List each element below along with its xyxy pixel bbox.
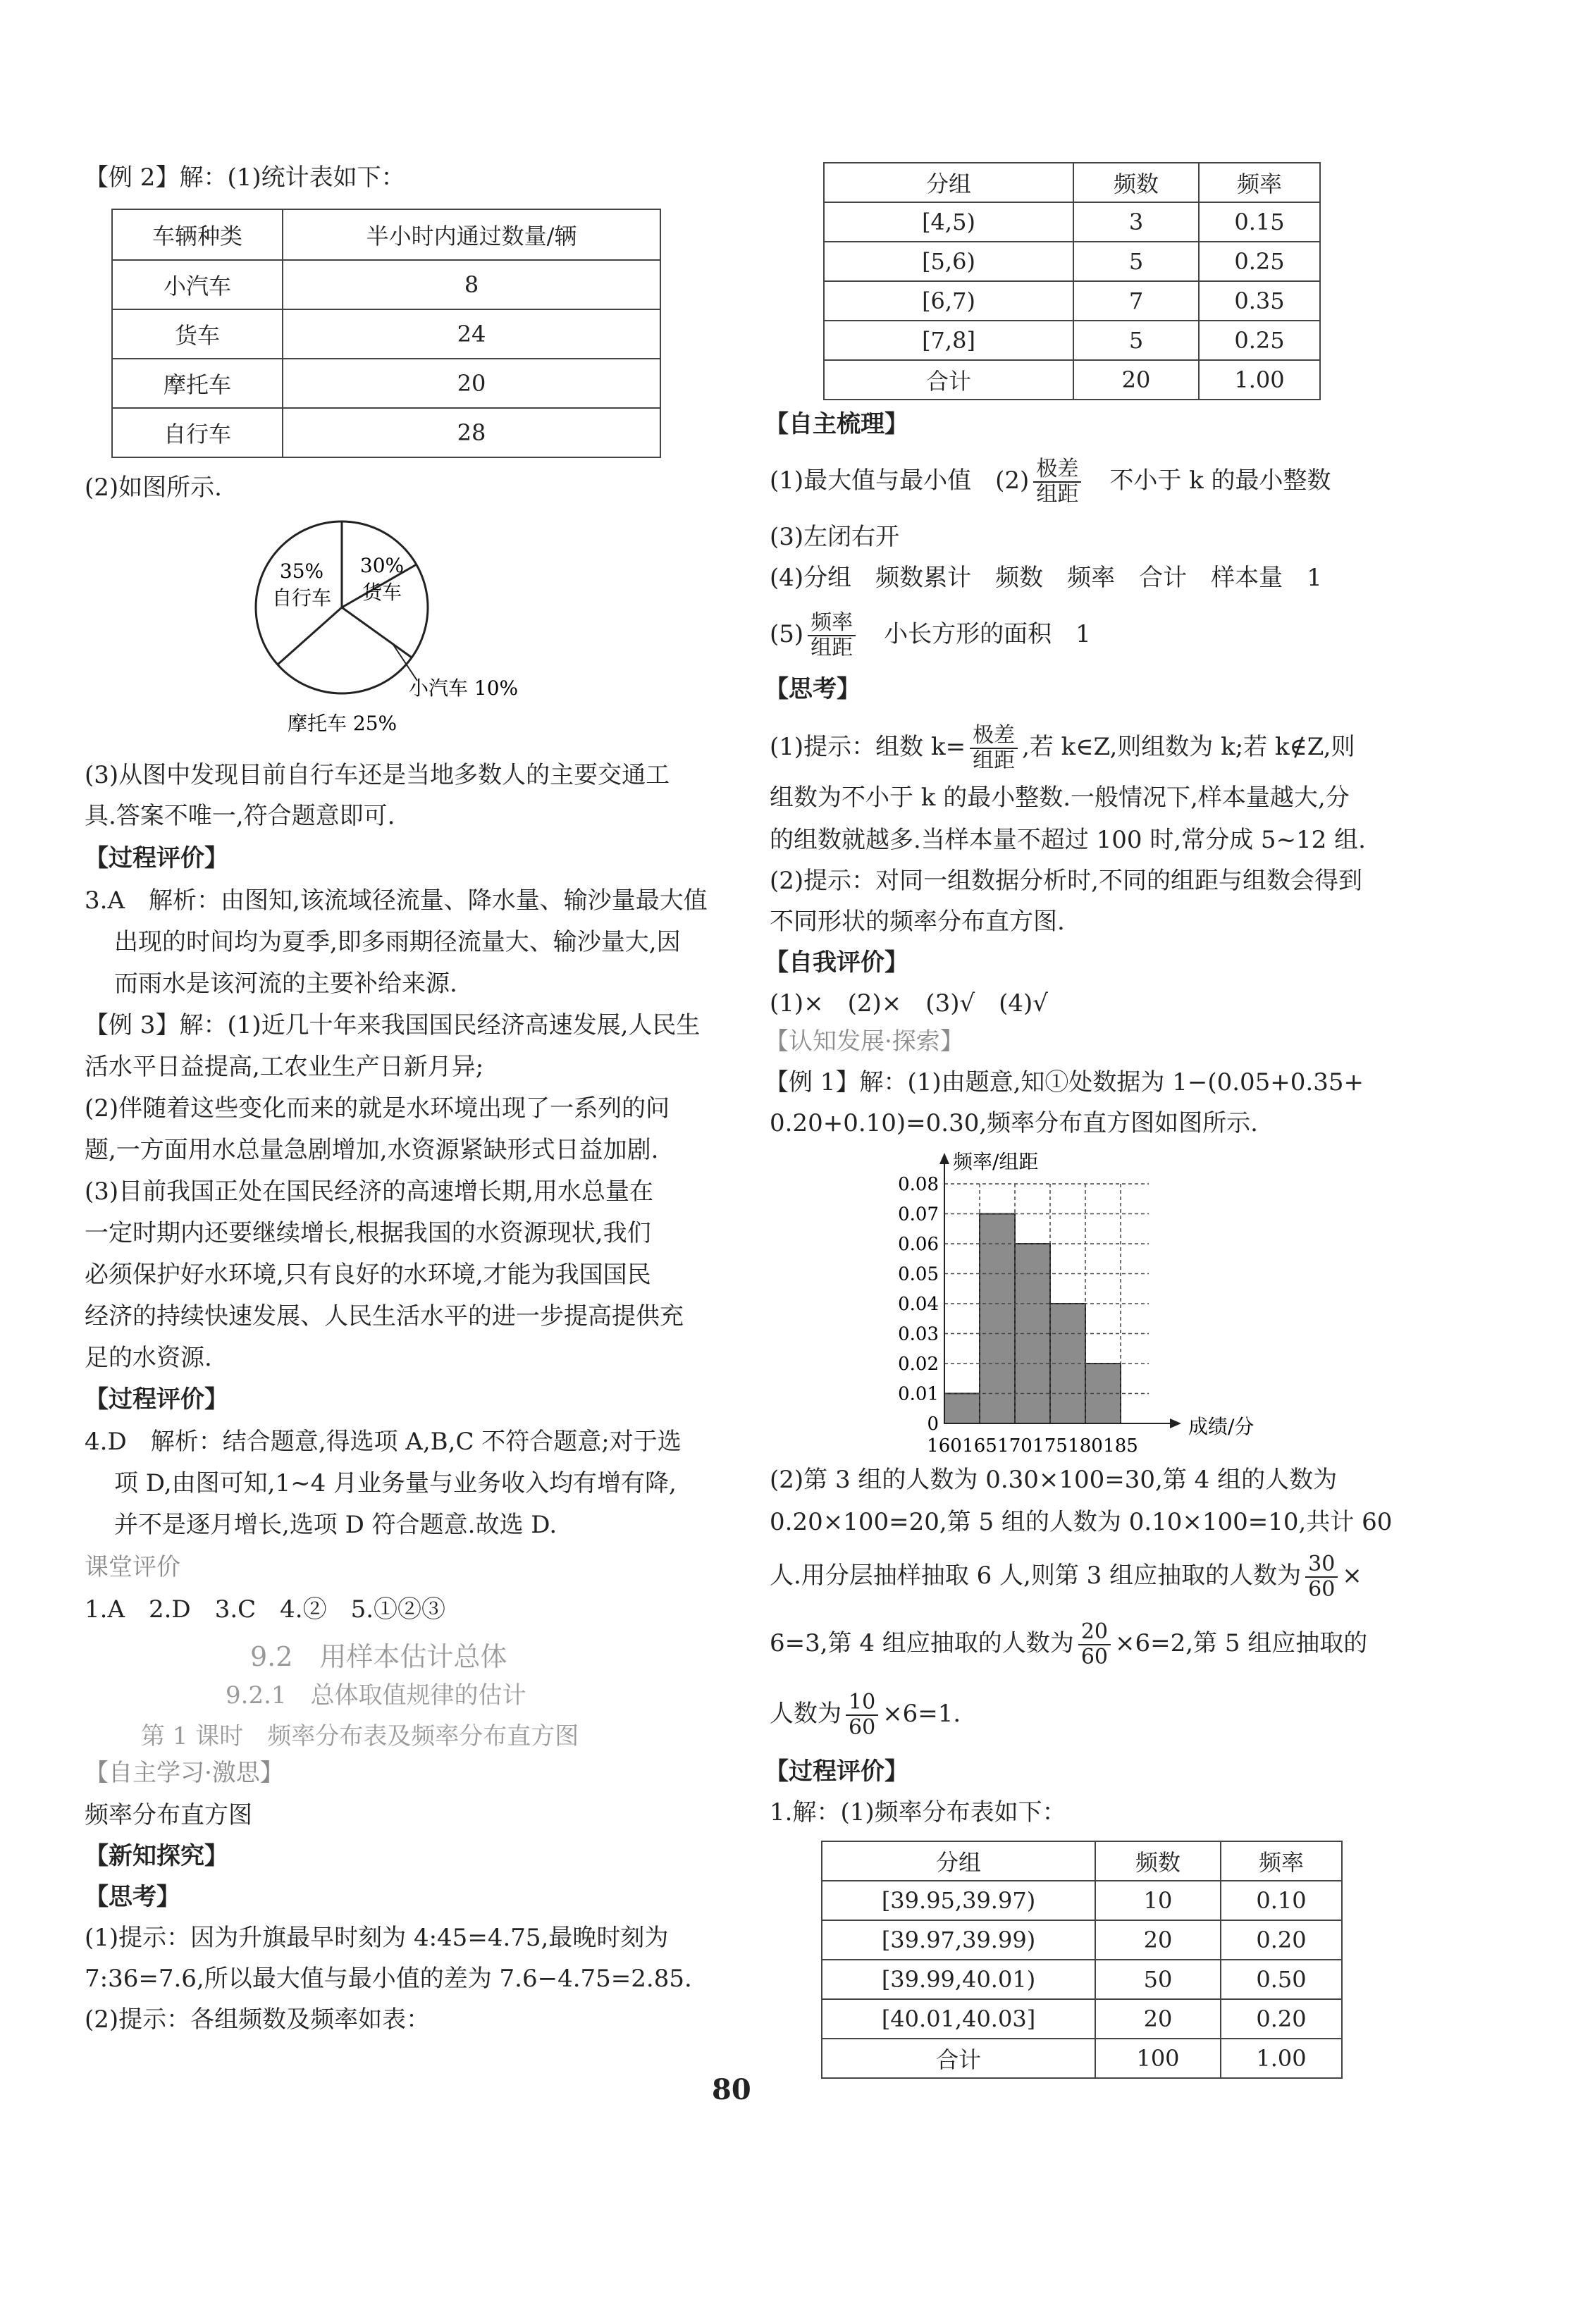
self-sort-text: 不小于 k 的最小整数 [1109,466,1331,495]
example-3-line8: 经济的持续快速发展、人民生活水平的进一步提高提供充 [85,1302,684,1330]
table-header: 分组 [824,163,1073,202]
fraction [1305,1552,1338,1602]
table-cell: 5 [1073,242,1199,281]
example-3-line5: (3)目前我国正处在国民经济的高速增长期,用水总量在 [85,1178,653,1206]
table-cell: 50 [1095,1960,1221,1999]
table-cell: 自行车 [112,408,283,457]
self-sort-item4: (4)分组 频数累计 频数 频率 合计 样本量 1 [770,564,1322,592]
histogram-term: 频率分布直方图 [85,1801,252,1829]
hint-text: (1)提示：组数 k= [770,733,966,761]
table-cell: [4,5) [824,202,1073,242]
pie-label-truck: 货车 [362,581,402,604]
y-axis-arrow [939,1153,949,1164]
fraction-denominator: 组距 [1036,482,1079,507]
hint1-line2: 7:36=7.6,所以最大值与最小值的差为 7.6−4.75=2.85. [85,1965,692,1993]
example-2-part3-line2: 具.答案不唯一,符合题意即可. [85,802,395,830]
vehicle-table-header: 车辆种类 [112,209,283,260]
fraction [1078,1620,1111,1669]
self-study-tag: 【自主学习·激思】 [85,1759,284,1787]
example-1-line2: 0.20+0.10)=0.30,频率分布直方图如图所示. [770,1109,1258,1137]
fraction-denominator: 60 [849,1715,876,1740]
hint-1-line2: 组数为不小于 k 的最小整数.一般情况下,样本量越大,分 [770,784,1350,812]
pie-chart [233,514,557,754]
table-cell: 小汽车 [112,260,283,309]
pie-label-truck-percent: 30% [359,554,405,577]
table-cell: 0.10 [1221,1881,1342,1920]
table-cell: 0.25 [1199,321,1320,360]
table-cell: [39.97,39.99) [822,1920,1095,1960]
table-cell: [7,8] [824,321,1073,360]
table-cell: 24 [283,309,660,359]
self-sort-item3: (3)左闭右开 [770,523,900,551]
example-3-line1: 【例 3】解：(1)近几十年来我国国民经济高速发展,人民生 [85,1011,701,1039]
pie-label-car: 小汽车 10% [409,676,519,700]
table-cell: 0.35 [1199,281,1320,321]
q1-intro: 1.解：(1)频率分布表如下： [770,1798,1066,1827]
text: 人数为 [770,1700,842,1728]
table-cell: 1.00 [1199,360,1320,400]
table-cell: 28 [283,408,660,457]
fraction-numerator: 30 [1305,1552,1338,1578]
q4-line1: 4.D 解析：结合题意,得选项 A,B,C 不符合题意;对于选 [85,1428,682,1456]
example-2-intro: 【例 2】解：(1)统计表如下： [85,163,405,192]
table-header: 分组 [822,1841,1095,1881]
pie-divider [342,607,412,657]
table-cell: 摩托车 [112,359,283,408]
text: 人.用分层抽样抽取 6 人,则第 3 组应抽取的人数为 [770,1562,1302,1590]
x-tick-label: 175 [1033,1435,1068,1457]
pie-label-bike-percent: 35% [279,560,324,583]
example-3-line4: 题,一方面用水总量急剧增加,水资源紧缺形式日益加剧. [85,1136,659,1164]
table-cell: 0.20 [1221,1999,1342,2039]
example-1-part2-line3 [770,1546,1362,1605]
example-2-part2: (2)如图所示. [85,474,222,502]
q4-line3: 并不是逐月增长,选项 D 符合题意.故选 D. [114,1511,557,1539]
q4-line2: 项 D,由图可知,1~4 月业务量与业务收入均有增有降, [114,1469,677,1497]
self-eval-tag: 【自我评价】 [765,948,908,977]
text: ×6=2,第 5 组应抽取的 [1115,1629,1368,1657]
fraction-numerator: 极差 [1033,457,1081,483]
class-eval-answers: 1.A 2.D 3.C 4.② 5.①②③ [85,1595,446,1624]
fraction-numerator: 10 [846,1691,878,1716]
hint-1-line3: 的组数就越多.当样本量不超过 100 时,常分成 5~12 组. [770,826,1366,854]
vehicle-table [111,209,661,458]
x-tick-label: 180 [1068,1435,1103,1457]
example-1-line1: 【例 1】解：(1)由题意,知①处数据为 1−(0.05+0.35+ [765,1068,1364,1096]
table-header: 频率 [1199,163,1320,202]
self-sort-item1 [770,451,1331,510]
subsection-title: 9.2.1 总体取值规律的估计 [226,1681,526,1710]
pie-label-moto: 摩托车 25% [288,712,397,735]
pie-divider [278,607,342,665]
x-tick-label: 170 [997,1435,1033,1457]
table-cell: 0.15 [1199,202,1320,242]
y-tick-label: 0.07 [898,1204,939,1225]
table-cell: 20 [1073,360,1199,400]
self-sort-tag: 【自主梳理】 [765,410,908,438]
fraction-denominator: 60 [1080,1645,1108,1669]
self-eval-answers: (1)× (2)× (3)√ (4)√ [770,989,1048,1018]
fraction [846,1691,878,1740]
table-cell: 0.25 [1199,242,1320,281]
table-cell: 0.20 [1221,1920,1342,1960]
histogram-bar [1015,1244,1050,1423]
table-cell: 20 [1095,1920,1221,1960]
example-1-part2-line4 [770,1614,1367,1673]
table-cell: 10 [1095,1881,1221,1920]
text: × [1342,1562,1362,1590]
table-cell: [40.01,40.03] [822,1999,1095,2039]
table-cell: [6,7) [824,281,1073,321]
vehicle-table-header: 半小时内通过数量/辆 [283,209,660,260]
table-cell: 7 [1073,281,1199,321]
class-eval-heading: 课堂评价 [85,1553,180,1581]
pie-label-bike: 自行车 [271,586,332,610]
x-tick-label: 165 [962,1435,997,1457]
self-sort-text: (5) [770,620,804,648]
text: 6=3,第 4 组应抽取的人数为 [770,1629,1074,1657]
cognitive-dev-tag: 【认知发展·探索】 [765,1027,964,1056]
example-3-line7: 必须保护好水环境,只有良好的水环境,才能为我国国民 [85,1261,651,1289]
self-sort-text: 小长方形的面积 1 [884,620,1091,648]
example-3-line6: 一定时期内还要继续增长,根据我国的水资源现状,我们 [85,1219,651,1247]
example-2-part3-line1: (3)从图中发现目前自行车还是当地多数人的主要交通工 [85,761,670,789]
fraction-denominator: 组距 [810,636,853,660]
table-cell: 8 [283,260,660,309]
new-knowledge-tag: 【新知探究】 [85,1842,228,1870]
fraction [1033,457,1081,507]
y-tick-label: 0.08 [898,1174,939,1195]
fraction-numerator: 极差 [970,724,1018,749]
table-cell: 20 [1095,1999,1221,2039]
hint-1-line1 [770,717,1355,777]
example-1-part2-line1: (2)第 3 组的人数为 0.30×100=30,第 4 组的人数为 [770,1466,1338,1494]
x-tick-label: 185 [1103,1435,1138,1457]
table-cell: 合计 [824,360,1073,400]
hint-2-line2: 不同形状的频率分布直方图. [770,908,1065,936]
self-sort-item5 [770,605,1091,664]
section-title: 9.2 用样本估计总体 [250,1641,507,1672]
pie-leader-line [393,645,417,681]
text: ×6=1. [882,1700,961,1728]
page-number: 80 [712,2073,751,2106]
histogram-bar [980,1214,1015,1424]
x-axis-arrow [1170,1418,1181,1428]
think-tag: 【思考】 [765,675,861,703]
table-header: 频数 [1095,1841,1221,1881]
table-cell: 20 [283,359,660,408]
histogram-bar [944,1394,980,1424]
table-header: 频率 [1221,1841,1342,1881]
think-tag: 【思考】 [85,1883,180,1911]
table-cell: [5,6) [824,242,1073,281]
q3-line2: 出现的时间均为夏季,即多雨期径流量大、输沙量大,因 [114,928,681,956]
frequency-histogram [888,1142,1290,1494]
x-axis-label: 成绩/分 [1188,1415,1255,1438]
table-cell: 3 [1073,202,1199,242]
fraction [808,611,856,660]
table-header: 频数 [1073,163,1199,202]
table-cell: 1.00 [1221,2039,1342,2078]
x-tick-label: 160 [927,1435,962,1457]
hint-text: ,若 k∈Z,则组数为 k;若 k∉Z,则 [1022,733,1355,761]
y-tick-label: 0.05 [898,1263,939,1285]
y-tick-label: 0.04 [898,1294,939,1315]
table-cell: 0.50 [1221,1960,1342,1999]
y-tick-label: 0.03 [898,1323,939,1345]
self-sort-text: (1)最大值与最小值 (2) [770,466,1030,495]
y-tick-label: 0.06 [898,1234,939,1255]
section-tag-process-eval: 【过程评价】 [85,1385,228,1414]
example-1-part2-line2: 0.20×100=20,第 5 组的人数为 0.10×100=10,共计 60 [770,1508,1393,1536]
fraction-numerator: 频率 [808,611,856,636]
hint-2-line1: (2)提示：对同一组数据分析时,不同的组距与组数会得到 [770,867,1362,895]
y-tick-label: 0 [927,1414,939,1435]
q3-line1: 3.A 解析：由图知,该流域径流量、降水量、输沙量最大值 [85,886,708,915]
table-cell: 100 [1095,2039,1221,2078]
hint2: (2)提示：各组频数及频率如表： [85,2005,431,2034]
example-1-part2-line5 [770,1684,961,1743]
table-cell: 5 [1073,321,1199,360]
frequency-table-2 [821,1841,1343,2079]
q3-line3: 而雨水是该河流的主要补给来源. [114,970,457,998]
section-tag-process-eval: 【过程评价】 [85,844,228,872]
fraction-denominator: 60 [1308,1577,1336,1602]
table-cell: [39.95,39.97) [822,1881,1095,1920]
table-cell: 合计 [822,2039,1095,2078]
table-cell: 货车 [112,309,283,359]
example-3-line9: 足的水资源. [85,1344,212,1372]
fraction [970,724,1018,773]
y-tick-label: 0.01 [898,1383,939,1405]
lesson-title: 第 1 课时 频率分布表及频率分布直方图 [141,1722,579,1750]
hint1-line1: (1)提示：因为升旗最早时刻为 4:45=4.75,最晚时刻为 [85,1924,669,1952]
y-tick-label: 0.02 [898,1354,939,1375]
table-cell: [39.99,40.01) [822,1960,1095,1999]
fraction-numerator: 20 [1078,1620,1111,1645]
fraction-denominator: 组距 [973,748,1016,773]
process-eval-tag: 【过程评价】 [765,1757,908,1786]
example-3-line3: (2)伴随着这些变化而来的就是水环境出现了一系列的问 [85,1094,670,1123]
y-axis-label: 频率/组距 [953,1150,1039,1173]
frequency-table-1 [823,162,1321,400]
example-3-line2: 活水平日益提高,工农业生产日新月异; [85,1053,484,1081]
